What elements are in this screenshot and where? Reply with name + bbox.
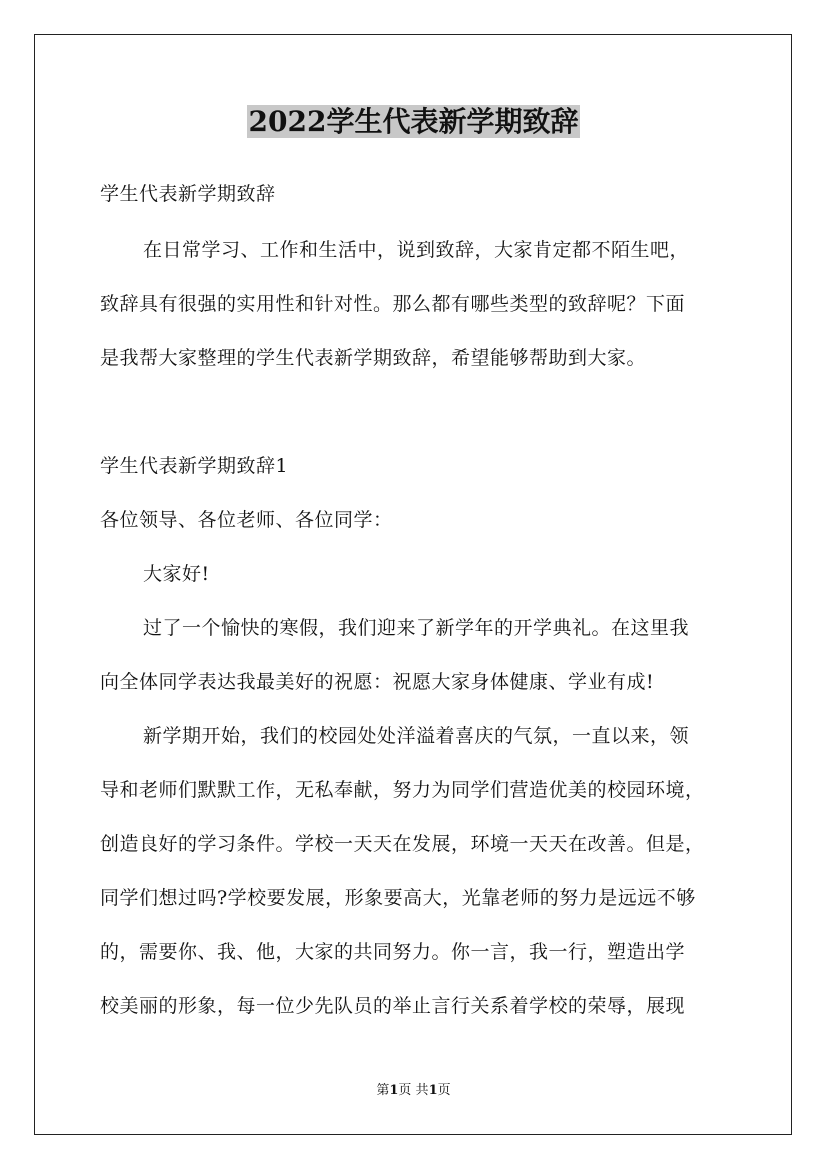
footer-page-total: 1 <box>428 1083 438 1098</box>
greeting: 大家好! <box>143 563 210 585</box>
paragraph1-line-2: 向全体同学表达我最美好的祝愿：祝愿大家身体健康、学业有成! <box>100 671 655 693</box>
document-title-text: 2022学生代表新学期致辞 <box>248 105 579 138</box>
salutation: 各位领导、各位老师、各位同学： <box>100 509 393 531</box>
paragraph1-line-1: 过了一个愉快的寒假，我们迎来了新学年的开学典礼。在这里我 <box>143 617 690 639</box>
intro-line-1: 在日常学习、工作和生活中，说到致辞，大家肯定都不陌生吧， <box>143 239 690 261</box>
paragraph2-line-3: 创造良好的学习条件。学校一天天在发展，环境一天天在改善。但是， <box>100 833 705 855</box>
footer-page-prefix: 第 <box>376 1083 390 1098</box>
intro-line-2: 致辞具有很强的实用性和针对性。那么都有哪些类型的致辞呢？下面 <box>100 293 686 315</box>
paragraph2-line-4: 同学们想过吗?学校要发展，形象要高大，光靠老师的努力是远远不够 <box>100 887 696 909</box>
footer-page-suffix: 页 <box>437 1083 451 1098</box>
page-footer <box>0 1081 827 1101</box>
paragraph2-line-2: 导和老师们默默工作，无私奉献，努力为同学们营造优美的校园环境， <box>100 779 705 801</box>
paragraph2-line-6: 校美丽的形象，每一位少先队员的举止言行关系着学校的荣辱，展现 <box>100 995 686 1017</box>
section-heading: 学生代表新学期致辞1 <box>100 455 289 477</box>
document-title <box>0 100 827 144</box>
paragraph2-line-1: 新学期开始，我们的校园处处洋溢着喜庆的气氛，一直以来，领 <box>143 725 690 747</box>
footer-page-current: 1 <box>389 1083 399 1098</box>
paragraph2-line-5: 的，需要你、我、他，大家的共同努力。你一言，我一行，塑造出学 <box>100 941 686 963</box>
intro-line-3: 是我帮大家整理的学生代表新学期致辞，希望能够帮助到大家。 <box>100 347 647 369</box>
document-subtitle: 学生代表新学期致辞 <box>100 183 276 205</box>
footer-page-mid: 页 共 <box>398 1083 429 1098</box>
